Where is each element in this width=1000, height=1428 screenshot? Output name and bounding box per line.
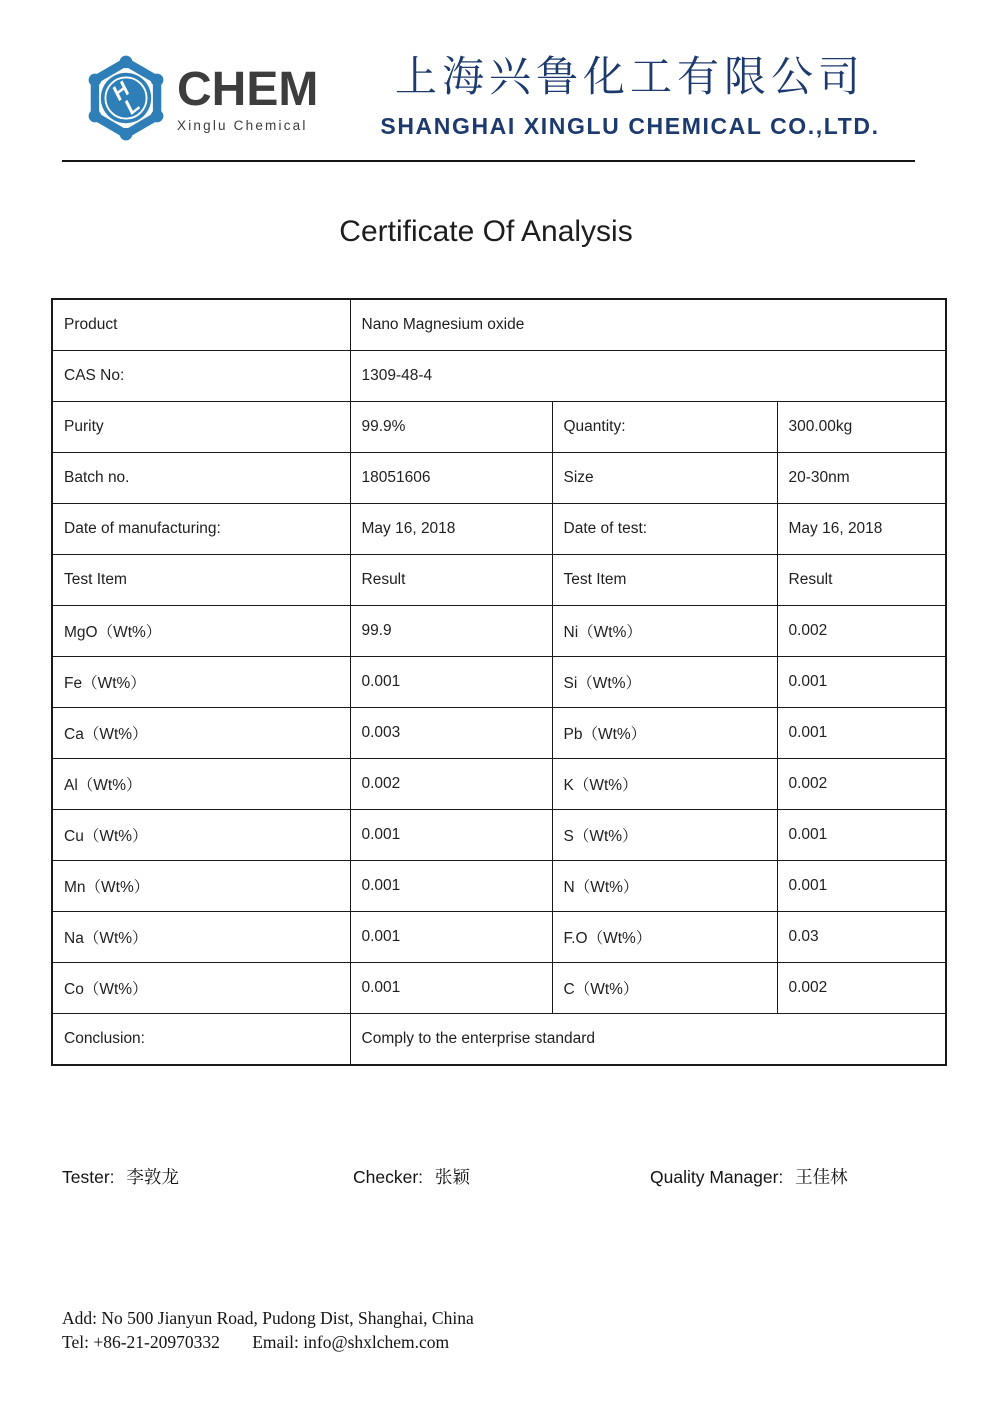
company-name-chinese: 上海兴鲁化工有限公司 bbox=[394, 52, 865, 101]
field-value-cell: 99.9% bbox=[350, 402, 552, 453]
logo-wordmark: CHEM bbox=[177, 63, 319, 116]
result-cell: 0.03 bbox=[777, 912, 946, 963]
test-item-cell: Al（Wt%） bbox=[52, 759, 350, 810]
table-row-conclusion bbox=[52, 1014, 946, 1066]
test-item-cell: MgO（Wt%） bbox=[52, 606, 350, 657]
table-row-batch-size bbox=[52, 453, 946, 504]
footer-contact-line bbox=[62, 1330, 474, 1354]
field-value-cell: 20-30nm bbox=[777, 453, 946, 504]
field-label-cell: Date of manufacturing: bbox=[52, 504, 350, 555]
test-item-cell: N（Wt%） bbox=[552, 861, 777, 912]
field-value-cell: 1309-48-4 bbox=[350, 351, 946, 402]
footer-email: Email: info@shxlchem.com bbox=[252, 1332, 450, 1352]
document-title: Certificate Of Analysis bbox=[339, 215, 633, 248]
field-label-cell: Batch no. bbox=[52, 453, 350, 504]
result-cell: 0.001 bbox=[777, 708, 946, 759]
table-row-purity-quantity bbox=[52, 402, 946, 453]
company-name-block bbox=[372, 44, 888, 140]
test-item-cell: S（Wt%） bbox=[552, 810, 777, 861]
table-row-product bbox=[52, 299, 946, 351]
table-header-row bbox=[52, 555, 946, 606]
field-label-cell: Date of test: bbox=[552, 504, 777, 555]
result-cell: 0.002 bbox=[777, 963, 946, 1014]
logo-monogram-h: H bbox=[107, 77, 135, 106]
table-row-result bbox=[52, 912, 946, 963]
field-value-cell: Nano Magnesium oxide bbox=[350, 299, 946, 351]
column-header-cell: Result bbox=[777, 555, 946, 606]
tester-name: 李敦龙 bbox=[126, 1168, 179, 1188]
table-row-result bbox=[52, 861, 946, 912]
field-label-cell: CAS No: bbox=[52, 351, 350, 402]
test-item-cell: Ca（Wt%） bbox=[52, 708, 350, 759]
hexagon-molecule-logo-icon bbox=[84, 50, 168, 146]
test-item-cell: Cu（Wt%） bbox=[52, 810, 350, 861]
test-item-cell: Na（Wt%） bbox=[52, 912, 350, 963]
test-item-cell: Ni（Wt%） bbox=[552, 606, 777, 657]
test-item-cell: Mn（Wt%） bbox=[52, 861, 350, 912]
field-label-cell: Quantity: bbox=[552, 402, 777, 453]
column-header-cell: Test Item bbox=[552, 555, 777, 606]
table-row-result bbox=[52, 606, 946, 657]
quality-manager-name: 王佳林 bbox=[795, 1168, 848, 1188]
test-item-cell: Fe（Wt%） bbox=[52, 657, 350, 708]
field-value-cell: 300.00kg bbox=[777, 402, 946, 453]
field-label-cell: Size bbox=[552, 453, 777, 504]
result-cell: 0.002 bbox=[777, 606, 946, 657]
checker-signature bbox=[353, 1164, 470, 1189]
result-cell: 0.002 bbox=[777, 759, 946, 810]
result-cell: 0.002 bbox=[350, 759, 552, 810]
footer-tel: Tel: +86-21-20970332 bbox=[62, 1332, 220, 1352]
field-label-cell: Conclusion: bbox=[52, 1014, 350, 1066]
company-name-english: SHANGHAI XINGLU CHEMICAL CO.,LTD. bbox=[380, 113, 880, 139]
table-row-result bbox=[52, 963, 946, 1014]
column-header-cell: Test Item bbox=[52, 555, 350, 606]
result-cell: 0.001 bbox=[350, 810, 552, 861]
field-value-cell: May 16, 2018 bbox=[777, 504, 946, 555]
field-label-cell: Product bbox=[52, 299, 350, 351]
result-cell: 0.001 bbox=[777, 861, 946, 912]
quality-manager-signature bbox=[650, 1164, 848, 1189]
quality-manager-label: Quality Manager: bbox=[650, 1167, 784, 1187]
footer-address: Add: No 500 Jianyun Road, Pudong Dist, Shanghai, China bbox=[62, 1308, 474, 1328]
test-item-cell: K（Wt%） bbox=[552, 759, 777, 810]
checker-name: 张颖 bbox=[434, 1168, 470, 1188]
table-row-result bbox=[52, 759, 946, 810]
test-item-cell: Pb（Wt%） bbox=[552, 708, 777, 759]
column-header-cell: Result bbox=[350, 555, 552, 606]
signatures-row bbox=[0, 1164, 1000, 1194]
result-cell: 99.9 bbox=[350, 606, 552, 657]
test-item-cell: Co（Wt%） bbox=[52, 963, 350, 1014]
result-cell: 0.001 bbox=[777, 810, 946, 861]
test-item-cell: F.O（Wt%） bbox=[552, 912, 777, 963]
field-label-cell: Purity bbox=[52, 402, 350, 453]
table-row-result bbox=[52, 657, 946, 708]
result-cell: 0.001 bbox=[777, 657, 946, 708]
result-cell: 0.001 bbox=[350, 912, 552, 963]
logo-monogram-l: L bbox=[120, 93, 145, 120]
tester-signature bbox=[62, 1164, 179, 1189]
field-value-cell: 18051606 bbox=[350, 453, 552, 504]
result-cell: 0.001 bbox=[350, 861, 552, 912]
tester-label: Tester: bbox=[62, 1167, 115, 1187]
test-item-cell: C（Wt%） bbox=[552, 963, 777, 1014]
company-logo bbox=[84, 50, 318, 146]
result-cell: 0.003 bbox=[350, 708, 552, 759]
table-row-result bbox=[52, 708, 946, 759]
result-cell: 0.001 bbox=[350, 963, 552, 1014]
header-divider bbox=[62, 160, 915, 162]
test-item-cell: Si（Wt%） bbox=[552, 657, 777, 708]
table-row-cas bbox=[52, 351, 946, 402]
coa-table bbox=[51, 298, 947, 1066]
conclusion-value-cell: Comply to the enterprise standard bbox=[350, 1014, 946, 1066]
logo-subtitle: Xinglu Chemical bbox=[177, 117, 308, 133]
footer-contact-block bbox=[62, 1306, 474, 1354]
field-value-cell: May 16, 2018 bbox=[350, 504, 552, 555]
checker-label: Checker: bbox=[353, 1167, 424, 1187]
result-cell: 0.001 bbox=[350, 657, 552, 708]
logo-text bbox=[177, 50, 318, 133]
table-row-dates bbox=[52, 504, 946, 555]
table-row-result bbox=[52, 810, 946, 861]
